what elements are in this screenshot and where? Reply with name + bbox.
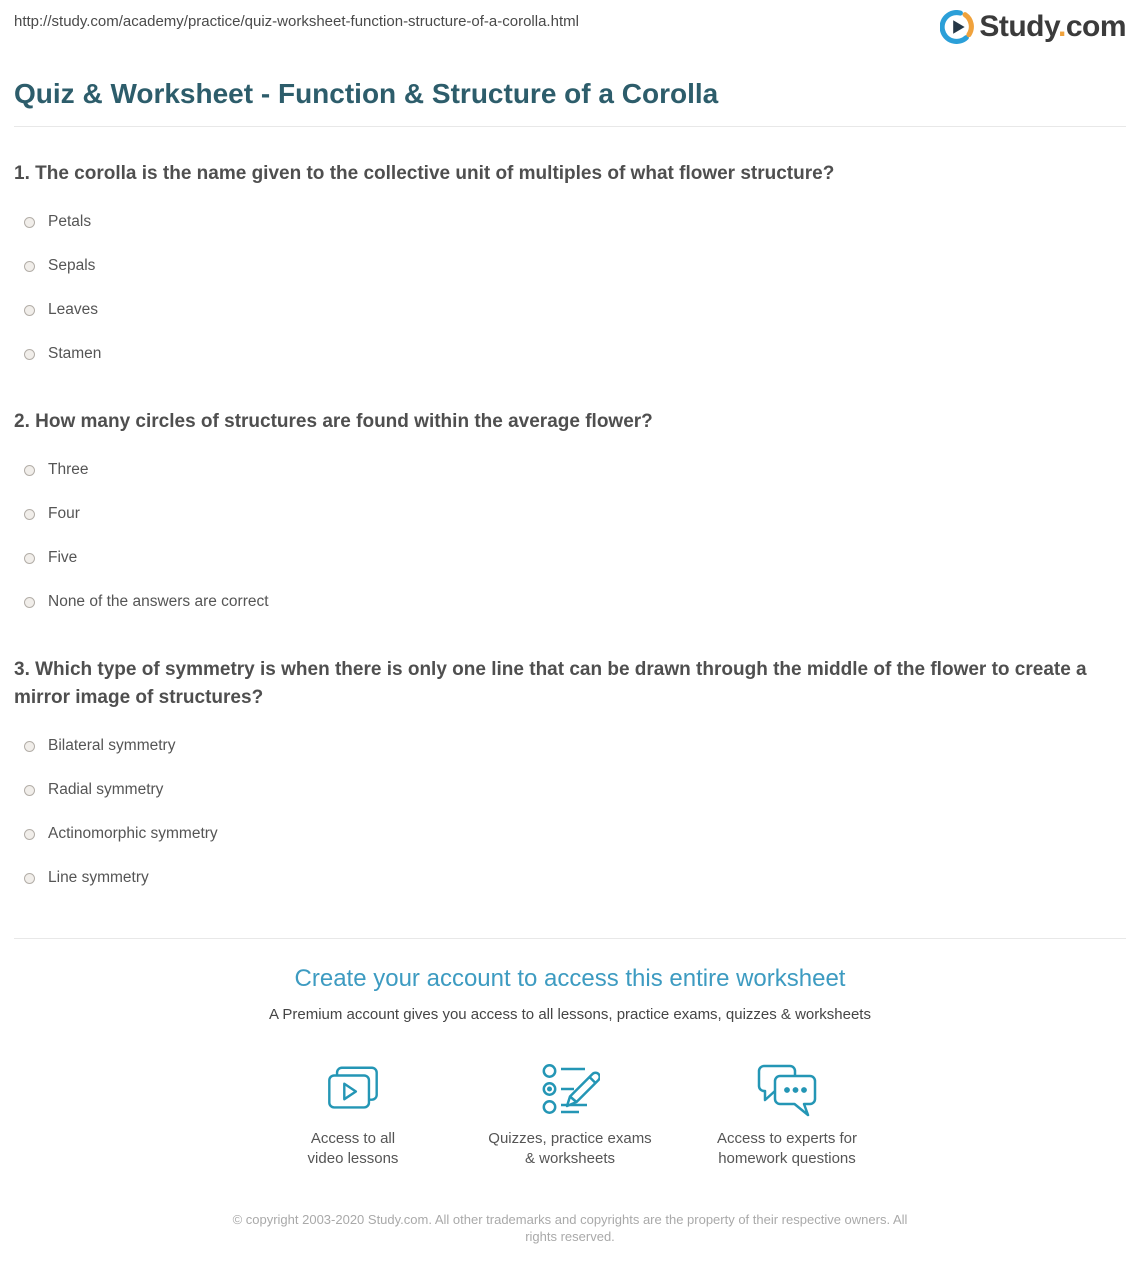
cta-divider — [14, 938, 1126, 939]
question-2-option-2[interactable] — [14, 504, 1126, 524]
option-label[interactable]: Bilateral symmetry — [48, 737, 176, 754]
option-label[interactable]: Line symmetry — [48, 869, 149, 886]
option-label[interactable]: Stamen — [48, 345, 102, 362]
radio-button[interactable] — [24, 217, 35, 228]
radio-button[interactable] — [24, 785, 35, 796]
cta-section — [14, 964, 1126, 1169]
radio-button[interactable] — [24, 873, 35, 884]
video-lessons-icon — [245, 1061, 462, 1119]
option-label[interactable]: Petals — [48, 213, 92, 230]
question-2-text: 2. How many circles of structures are found within the average flower? — [14, 411, 653, 432]
question-2-option-4[interactable] — [14, 592, 1126, 612]
radio-button[interactable] — [24, 829, 35, 840]
question-1-text: 1. The corolla is the name given to the collective unit of multiples of what flower structure? — [14, 163, 835, 184]
radio-button[interactable] — [24, 305, 35, 316]
page-header — [14, 0, 1126, 52]
feature-label: Access to all video lessons — [307, 1130, 399, 1167]
question-1-option-3[interactable] — [14, 300, 1126, 320]
question-2 — [14, 408, 1126, 612]
radio-button[interactable] — [24, 349, 35, 360]
radio-button[interactable] — [24, 261, 35, 272]
radio-button[interactable] — [24, 465, 35, 476]
question-3-option-3[interactable] — [14, 824, 1126, 844]
studycom-logo[interactable] — [940, 10, 1126, 44]
radio-button[interactable] — [24, 597, 35, 608]
option-label[interactable]: Actinomorphic symmetry — [48, 825, 218, 842]
title-divider — [14, 126, 1126, 127]
option-label[interactable]: Five — [48, 549, 78, 566]
option-label[interactable]: Leaves — [48, 301, 98, 318]
question-2-option-1[interactable] — [14, 460, 1126, 480]
question-3-option-1[interactable] — [14, 736, 1126, 756]
cta-title: Create your account to access this entire worksheet — [294, 965, 846, 992]
experts-chat-icon — [679, 1061, 896, 1119]
radio-button[interactable] — [24, 509, 35, 520]
question-3-option-4[interactable] — [14, 868, 1126, 888]
feature-label: Access to experts for homework questions — [716, 1130, 858, 1167]
option-label[interactable]: Radial symmetry — [48, 781, 164, 798]
page-title: Quiz & Worksheet - Function & Structure of a Corolla — [14, 78, 719, 109]
quizzes-worksheets-icon — [462, 1061, 679, 1119]
question-1-option-1[interactable] — [14, 212, 1126, 232]
option-label[interactable]: Four — [48, 505, 80, 522]
cta-subtitle: A Premium account gives you access to all lessons, practice exams, quizzes & worksheets — [269, 1006, 871, 1023]
feature-experts-chat — [679, 1061, 896, 1169]
feature-video-lessons — [245, 1061, 462, 1169]
feature-label: Quizzes, practice exams & worksheets — [488, 1130, 652, 1167]
question-2-option-3[interactable] — [14, 548, 1126, 568]
question-3 — [14, 656, 1126, 888]
radio-button[interactable] — [24, 553, 35, 564]
feature-quizzes-worksheets — [462, 1061, 679, 1169]
copyright-notice: © copyright 2003-2020 Study.com. All other trademarks and copyrights are the property of their respective owners. All rights reserved. — [232, 1212, 908, 1244]
page-url: http://study.com/academy/practice/quiz-worksheet-function-structure-of-a-corolla.html — [14, 13, 579, 30]
option-label[interactable]: None of the answers are correct — [48, 593, 269, 610]
question-3-option-2[interactable] — [14, 780, 1126, 800]
play-circle-logo-icon — [940, 10, 974, 44]
radio-button[interactable] — [24, 741, 35, 752]
features-row — [14, 1061, 1126, 1169]
question-1-option-4[interactable] — [14, 344, 1126, 364]
question-1-option-2[interactable] — [14, 256, 1126, 276]
logo-wordmark: Study.com — [979, 10, 1126, 43]
option-label[interactable]: Three — [48, 461, 89, 478]
option-label[interactable]: Sepals — [48, 257, 96, 274]
question-1 — [14, 160, 1126, 364]
question-3-text: 3. Which type of symmetry is when there is only one line that can be drawn through the middle of the flower to create a mirror image of structures? — [14, 659, 1087, 708]
